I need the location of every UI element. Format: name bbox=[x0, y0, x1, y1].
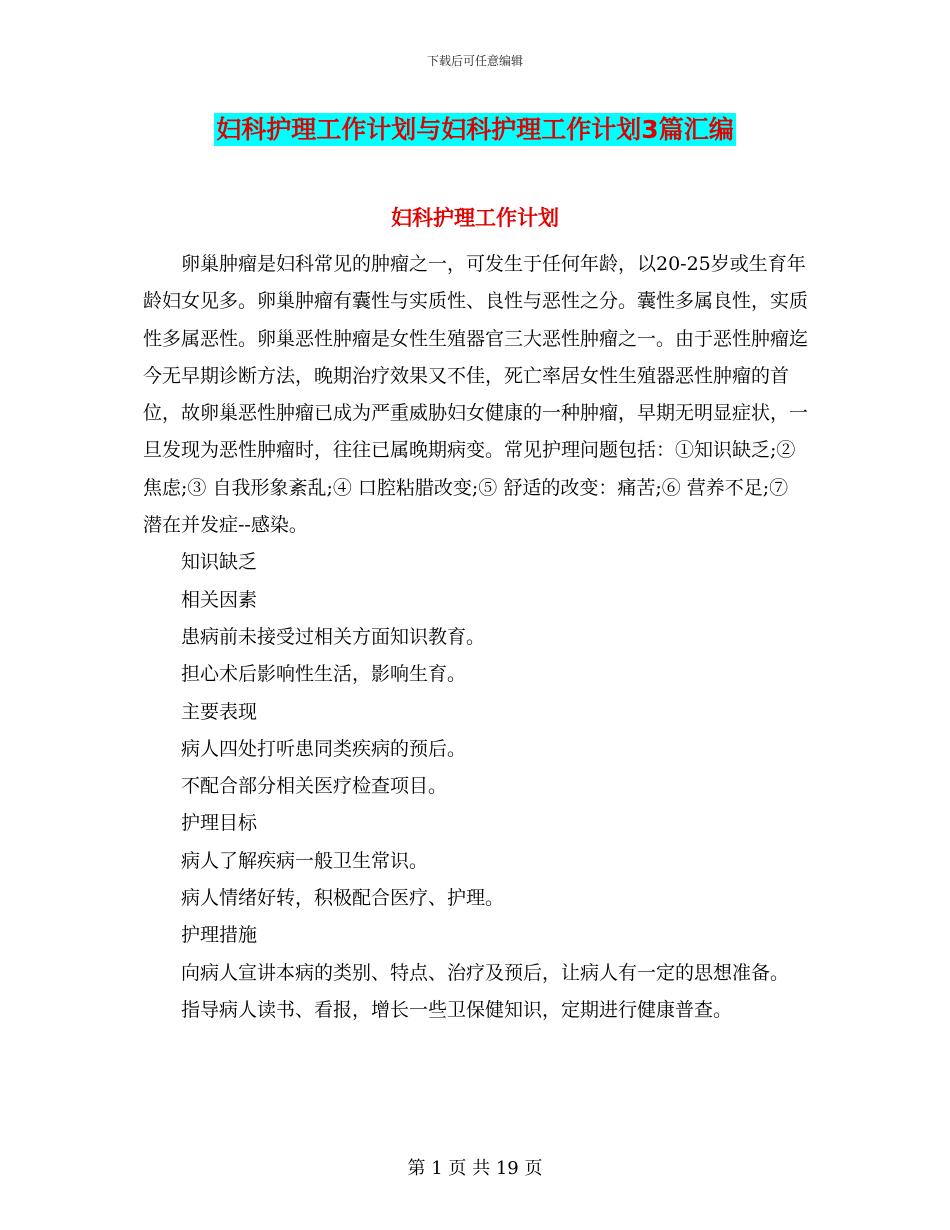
document-title-text: 妇科护理工作计划与妇科护理工作计划3篇汇编 bbox=[216, 115, 734, 144]
paragraph: 患病前未接受过相关方面知识教育。 bbox=[181, 625, 486, 648]
paragraph: 护理措施 bbox=[181, 924, 258, 947]
paragraph: 向病人宣讲本病的类别、特点、治疗及预后，让病人有一定的思想准备。 bbox=[181, 961, 790, 984]
paragraph: 担心术后影响性生活，影响生育。 bbox=[181, 663, 467, 686]
paragraph: 护理目标 bbox=[181, 812, 258, 835]
document-title bbox=[0, 110, 950, 146]
page-number: 第 1 页 共 19 页 bbox=[407, 1158, 543, 1179]
paragraph: 主要表现 bbox=[181, 700, 258, 723]
body-text bbox=[143, 246, 808, 1029]
paragraph: 病人情绪好转，积极配合医疗、护理。 bbox=[181, 887, 505, 910]
paragraph: 病人了解疾病一般卫生常识。 bbox=[181, 849, 429, 872]
paragraph: 指导病人读书、看报，增长一些卫保健知识，定期进行健康普查。 bbox=[181, 998, 733, 1021]
header-note: 下载后可任意编辑 bbox=[426, 54, 523, 68]
paragraph: 相关因素 bbox=[181, 588, 258, 611]
paragraph: 知识缺乏 bbox=[181, 551, 258, 574]
paragraph: 不配合部分相关医疗检查项目。 bbox=[181, 775, 448, 798]
section-title: 妇科护理工作计划 bbox=[391, 206, 559, 230]
paragraph-intro: 卵巢肿瘤是妇科常见的肿瘤之一，可发生于任何年龄，以20-25岁或生育年龄妇女见多。卵巢肿瘤有囊性与实质性、良性与恶性之分。囊性多属良性，实质性多属恶性。卵巢恶性肿瘤是女性生殖器官三大恶性肿瘤之一。由于恶性肿瘤迄今无早期诊断方法，晚期治疗效果又不佳，死亡率居女性生殖器恶性肿瘤的首位，故卵巢恶性肿瘤已成为严重威胁妇女健康的一种肿瘤，早期无明显症状，一旦发现为恶性肿瘤时，往往已属晚期病变。常见护理问题包括：①知识缺乏;② 焦虑;③ 自我形象紊乱;④ 口腔粘腊改变;⑤ 舒适的改变：痛苦;⑥ 营养不足;⑦ 潜在并发症--感染。 bbox=[143, 253, 809, 537]
paragraph: 病人四处打听患同类疾病的预后。 bbox=[181, 737, 467, 760]
